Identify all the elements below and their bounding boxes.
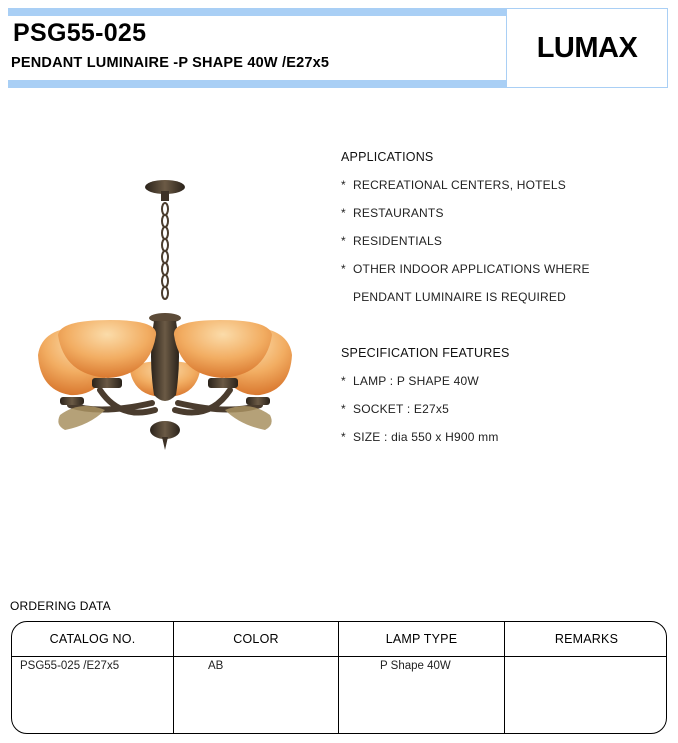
application-item: * OTHER INDOOR APPLICATIONS WHERE	[341, 262, 590, 276]
column-header-remarks: REMARKS	[554, 632, 619, 646]
column-header-lamp-type: LAMP TYPE	[385, 632, 458, 646]
specification-heading: SPECIFICATION FEATURES	[341, 346, 510, 360]
bullet: *	[341, 430, 346, 444]
column-header-catalog: CATALOG NO.	[49, 632, 136, 646]
ordering-heading: ORDERING DATA	[10, 599, 111, 613]
column-header-color: COLOR	[233, 632, 279, 646]
cell-color: AB	[208, 660, 224, 672]
canopy-stem	[161, 191, 169, 201]
cell-lamp-type: P Shape 40W	[380, 660, 451, 672]
cell-catalog: PSG55-025 /E27x5	[20, 660, 120, 672]
info-section	[341, 150, 671, 458]
bullet: *	[341, 374, 346, 388]
ordering-table	[11, 621, 667, 734]
bullet: *	[341, 402, 346, 416]
header-bottom-bar	[8, 80, 506, 88]
spec-item: * LAMP : P SHAPE 40W	[341, 374, 479, 388]
finial	[162, 437, 168, 450]
application-item-continuation: PENDANT LUMINAIRE IS REQUIRED	[353, 290, 566, 304]
spec-item: * SIZE : dia 550 x H900 mm	[341, 430, 499, 444]
header-top-bar	[8, 8, 506, 16]
spec-item: * SOCKET : E27x5	[341, 402, 449, 416]
header-divider	[12, 656, 666, 657]
chain	[162, 203, 168, 299]
bullet: *	[341, 234, 346, 248]
applications-heading: APPLICATIONS	[341, 150, 434, 164]
brand-logo: LUMAX	[536, 31, 638, 64]
bullet: *	[341, 206, 346, 220]
application-item: * RESIDENTIALS	[341, 234, 443, 248]
brand-logo-box	[506, 8, 668, 88]
product-code: PSG55-025	[13, 19, 147, 47]
application-item: * RESTAURANTS	[341, 206, 444, 220]
bullet: *	[341, 178, 346, 192]
product-description: PENDANT LUMINAIRE -P SHAPE 40W /E27x5	[11, 55, 330, 71]
header	[8, 8, 506, 88]
chandelier-image	[30, 175, 310, 455]
body-bottom	[150, 421, 180, 439]
bullet: *	[341, 262, 346, 276]
application-item: * RECREATIONAL CENTERS, HOTELS	[341, 178, 566, 192]
